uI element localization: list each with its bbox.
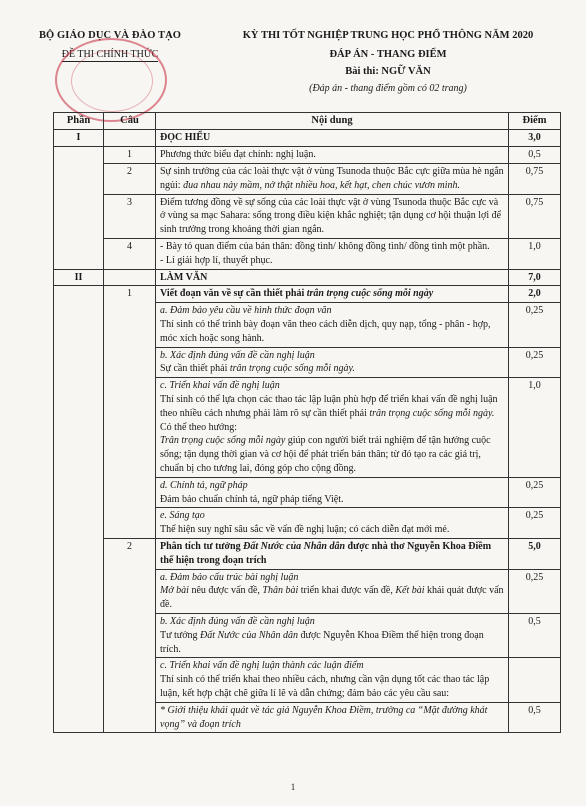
- exam-title: KỲ THI TỐT NGHIỆP TRUNG HỌC PHỔ THÔNG NĂM 2020: [242, 30, 534, 41]
- table-header-row: [54, 113, 561, 130]
- table-row: a. Đảm bảo cấu trúc bài nghị luận Mở bài nêu được vấn đề, Thân bài triển khai được vấn đề, Kết bài khái quát được vấn đề. 0,25: [54, 569, 561, 613]
- table-row: 1 Phương thức biểu đạt chính: nghị luận. 0,5: [54, 147, 561, 164]
- table-row: e. Sáng tạo Thể hiện suy nghĩ sâu sắc về vấn đề nghị luận; có cách diễn đạt mới mẻ. 0,25: [54, 508, 561, 539]
- scoring-table: [53, 112, 561, 733]
- subject-title: Bài thi: NGỮ VĂN: [345, 66, 431, 77]
- ministry-name: BỘ GIÁO DỤC VÀ ĐÀO TẠO: [38, 30, 182, 41]
- table-row: b. Xác định đúng vấn đề cần nghị luận Sự cần thiết phải trân trọng cuộc sống mỗi ngày. 0,25: [54, 347, 561, 378]
- table-row: d. Chính tả, ngữ pháp Đảm bảo chuẩn chính tả, ngữ pháp tiếng Việt. 0,25: [54, 477, 561, 508]
- header-content: Nội dung: [156, 113, 509, 130]
- table-row: 3 Điểm tương đồng về sự sống của các loài thực vật ở vùng Tsunoda thuộc Bắc cực và ở vùng sa mạc Sahara: sống trong điều kiện khắc nghiệt; tận dụng cơ hội thuận lợi để sinh trưởng trong khoảng thời gian ngắn. 0,75: [54, 194, 561, 238]
- table-row: 1 Viết đoạn văn về sự cần thiết phải trân trọng cuộc sống mỗi ngày 2,0: [54, 286, 561, 303]
- table-row: 2 Phân tích tư tưởng Đất Nước của Nhân dân được nhà thơ Nguyễn Khoa Điềm thể hiện trong đoạn trích 5,0: [54, 539, 561, 570]
- page-number: 1: [290, 782, 296, 792]
- section-row-writing: II LÀM VĂN 7,0: [54, 269, 561, 286]
- section-row-reading: I ĐỌC HIỂU 3,0: [54, 130, 561, 147]
- table-row: c. Triển khai vấn đề nghị luận thành các luận điểm Thí sinh có thể triển khai theo nhiều cách, nhưng cần vận dụng tốt các thao tác lập luận, kết hợp chặt chẽ giữa lí lẽ và dẫn chứng; đảm bảo các yêu cầu sau:: [54, 658, 561, 702]
- header-part: Phần: [54, 113, 104, 130]
- page-count-note: (Đáp án - thang điểm gồm có 02 trang): [309, 83, 467, 94]
- table-row: 2 Sự sinh trưởng của các loài thực vật ở vùng Tsunoda thuộc Bắc cực giữa mùa hè ngắn ngủi: đua nhau nảy mầm, nở thật nhiều hoa, kết hạt, chen chúc vươn mình. 0,75: [54, 164, 561, 195]
- table-row: b. Xác định đúng vấn đề cần nghị luận Tư tưởng Đất Nước của Nhân dân được Nguyễn Khoa Điềm thể hiện trong đoạn trích. 0,5: [54, 613, 561, 657]
- table-row: * Giới thiệu khái quát về tác giả Nguyễn Khoa Điềm, trường ca “Mặt đường khát vọng” và đoạn trích 0,5: [54, 702, 561, 733]
- document-header: [0, 22, 586, 114]
- answer-title: ĐÁP ÁN - THANG ĐIỂM: [329, 49, 447, 60]
- header-score: Điểm: [509, 113, 561, 130]
- table-row: 4 - Bày tỏ quan điểm của bản thân: đồng tình/ không đồng tình/ đồng tình một phần. - Lí giải hợp lí, thuyết phục. 1,0: [54, 239, 561, 270]
- table-row: c. Triển khai vấn đề nghị luận Thí sinh có thể lựa chọn các thao tác lập luận phù hợp để triển khai vấn đề nghị luận theo nhiều cách nhưng phải làm rõ sự cần thiết phải trân trọng cuộc sống mỗi ngày. Có thể theo hướng: Trân trọng cuộc sống mỗi ngày giúp con người biết trải nghiệm để tận hưởng cuộc sống; tận dụng thời gian và cơ hội để phát triển bản thân; từ đó tạo ra các giá trị, chuẩn bị cho tương lai, đóng góp cho cộng đồng. 1,0: [54, 378, 561, 478]
- table-row: a. Đảm bảo yêu cầu về hình thức đoạn văn Thí sinh có thể trình bày đoạn văn theo cách diễn dịch, quy nạp, tổng - phân - hợp, móc xích hoặc song hành. 0,25: [54, 303, 561, 347]
- official-label: ĐỀ THI CHÍNH THỨC: [61, 49, 159, 60]
- header-question: Câu: [104, 113, 156, 130]
